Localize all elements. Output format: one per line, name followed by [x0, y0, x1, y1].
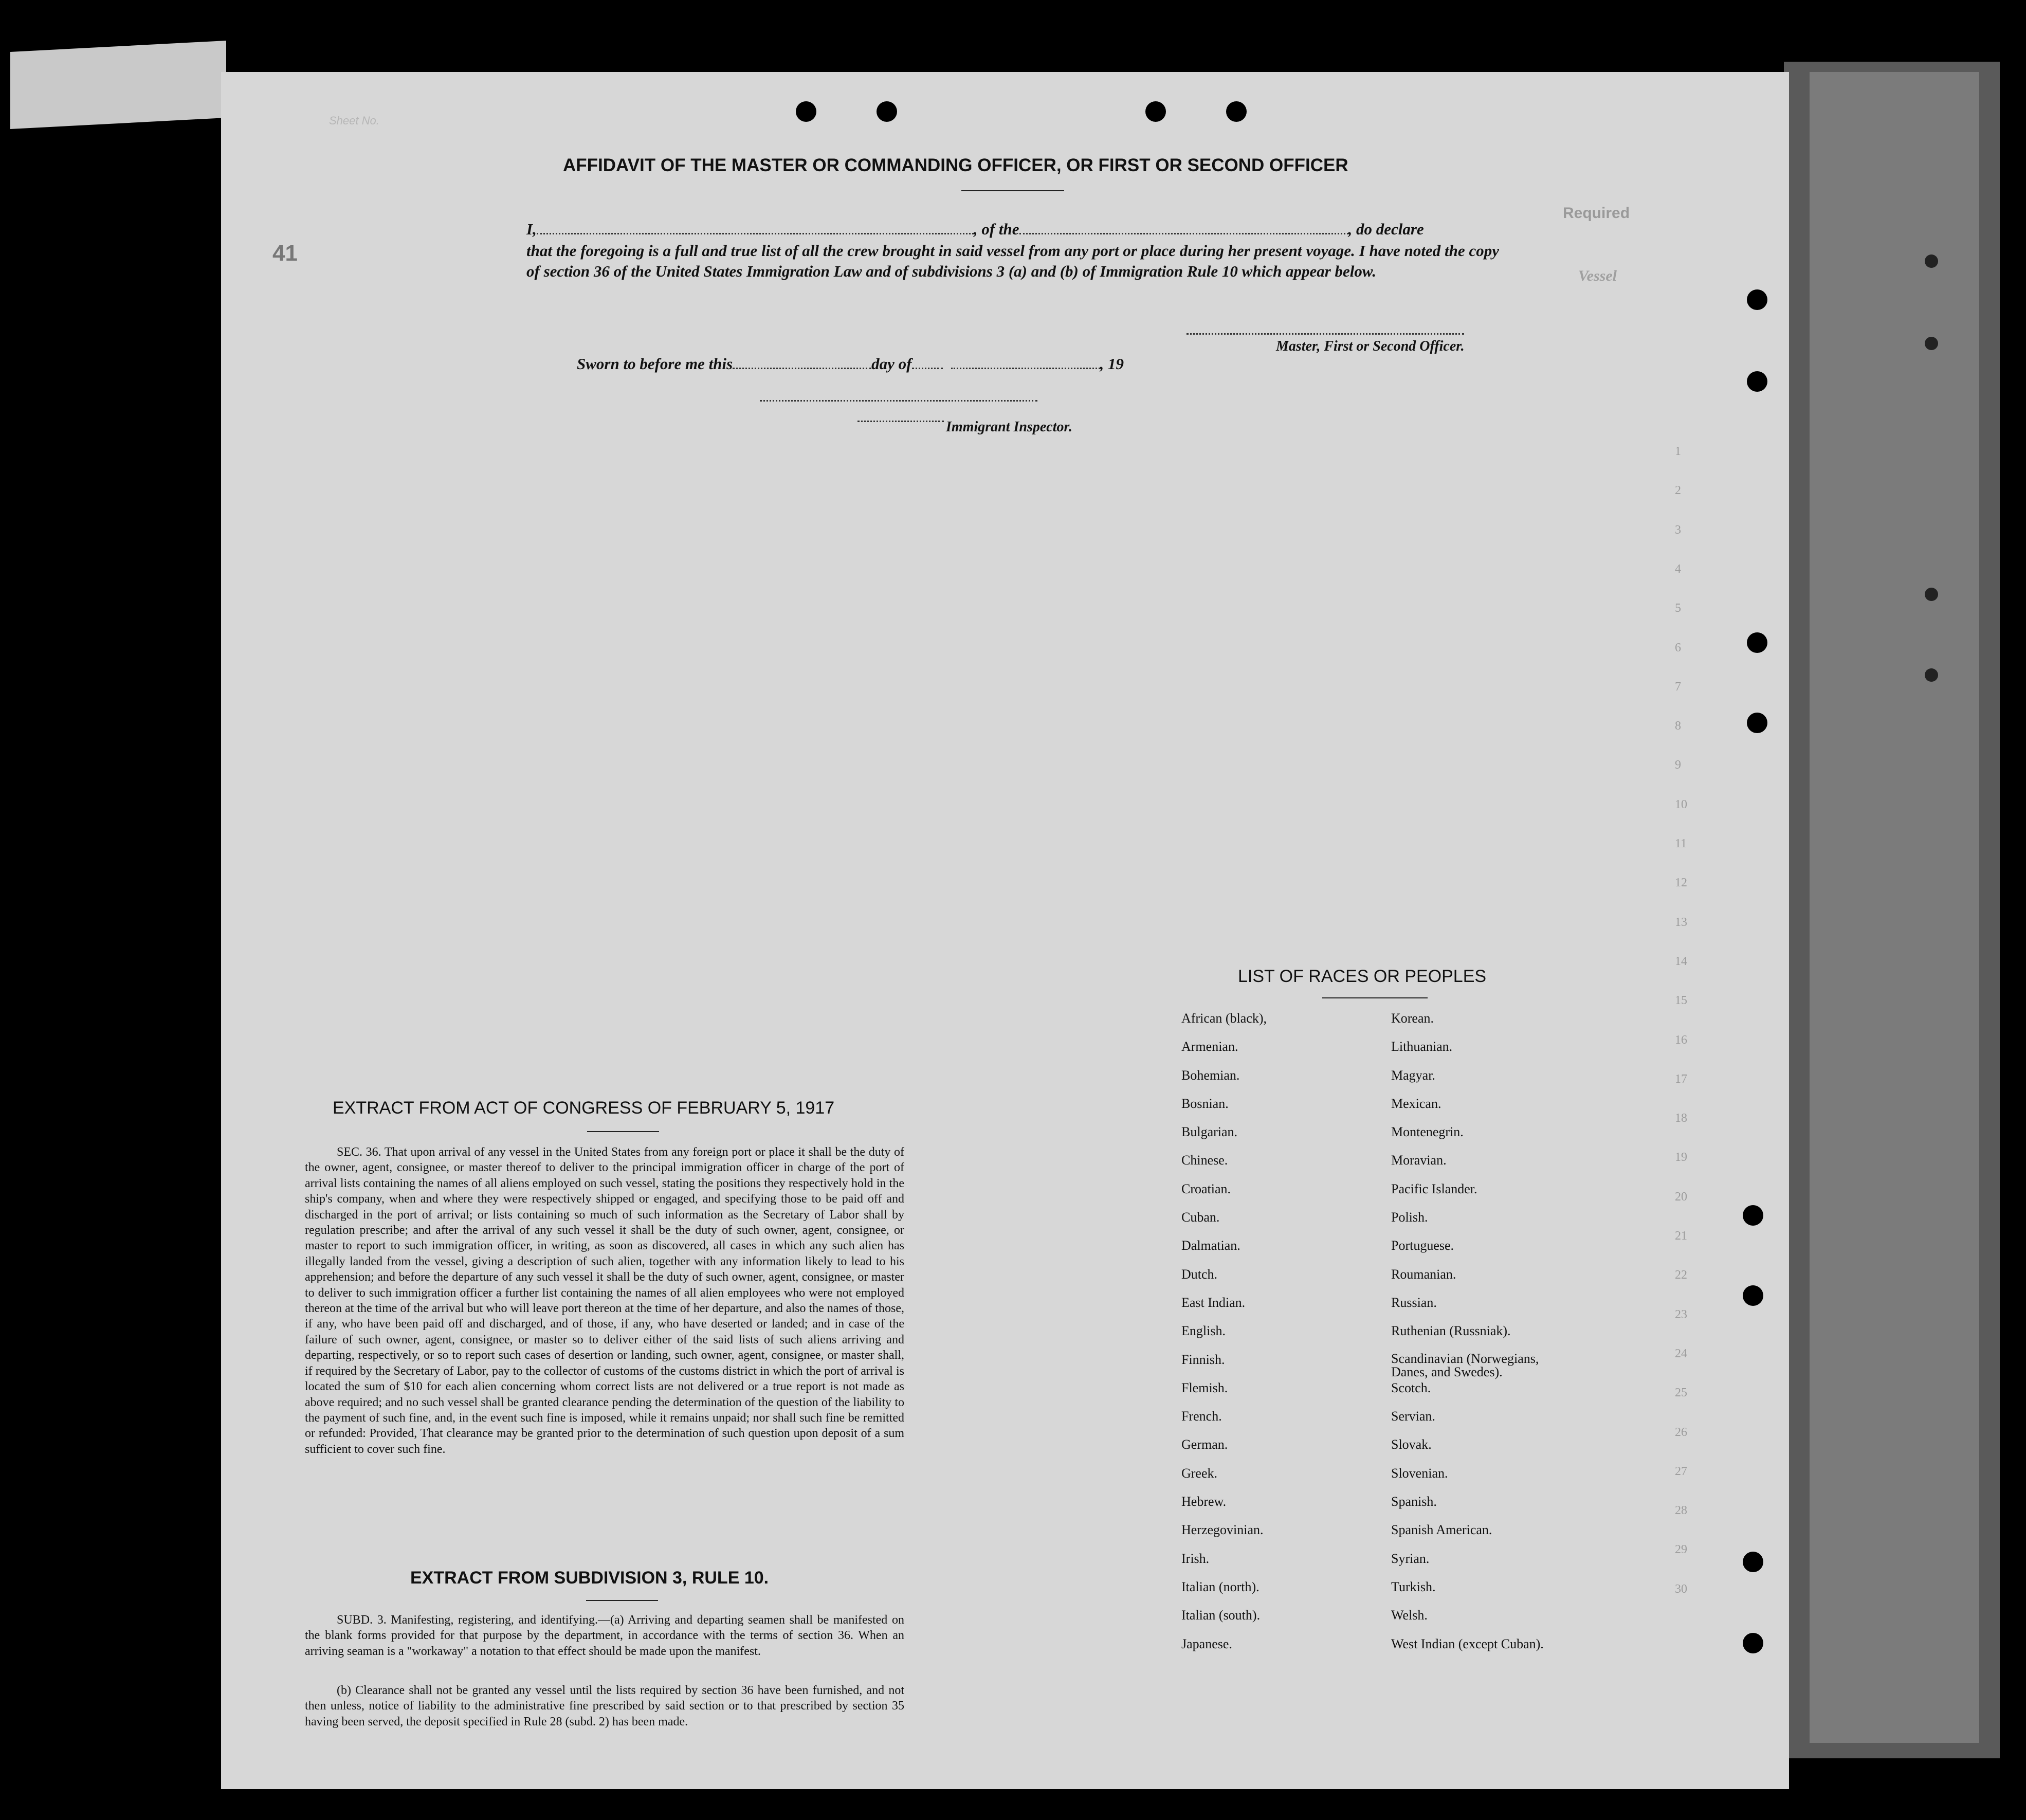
line-i-label: I, — [526, 220, 537, 238]
scanner-edge-strip — [10, 41, 226, 129]
vessel-field[interactable] — [1019, 233, 1348, 234]
margin-row-number: 20 — [1675, 1190, 1687, 1204]
race-item: Mexican. — [1391, 1096, 1441, 1111]
punch-hole — [796, 101, 816, 122]
race-item: West Indian (except Cuban). — [1391, 1636, 1544, 1651]
race-item: Flemish. — [1181, 1380, 1228, 1395]
margin-row-number: 12 — [1675, 876, 1687, 890]
race-item: Syrian. — [1391, 1551, 1430, 1566]
margin-row-number: 2 — [1675, 484, 1681, 498]
races-title-rule — [1322, 997, 1428, 998]
punch-hole — [1747, 371, 1767, 392]
race-item: Bohemian. — [1181, 1067, 1240, 1083]
race-item: Italian (south). — [1181, 1608, 1261, 1623]
races-right-column — [1391, 1011, 1576, 1665]
punch-hole — [877, 101, 897, 122]
margin-row-number: 18 — [1675, 1112, 1687, 1125]
races-title: LIST OF RACES OR PEOPLES — [1238, 967, 1487, 986]
ghost-vessel: Vessel — [1578, 267, 1617, 284]
section-36-text: SEC. 36. That upon arrival of any vessel in the United States from any foreign port or place it shall be the duty of the owner, agent, consignee, or master thereof to deliver to the principal immigration officer in charge of the port of arrival lists containing the names of all aliens employed on such vessel, stating the positions they respectively hold in the ship's company, when and where they were respectively shipped or engaged, and specifying those to be paid off and discharged in the port of arrival; or lists containing so much of such information as the Secretary of Labor shall by regulation prescribe; and after the arrival of any such vessel it shall be the duty of such owner, agent, consignee, or master to report to such immigration officer, in writing, as soon as discovered, all cases in which any such alien has illegally landed from the vessel, giving a description of such alien, together with any information likely to lead to his apprehension; and before the departure of any such vessel it shall be the duty of such owner, agent, consignee, or master to deliver to such immigration officer a further list containing the names of all alien employees who were not employed thereon at the time of the arrival but who will leave port thereon at the time of her departure, and also the names of those, if any, who have been paid off and discharged, and of those, if any, who have deserted or landed; and in case of the failure of such owner, agent, consignee, or master so to deliver either of the said lists of such aliens arriving and departing, respectively, or so to report such cases of desertion or landing, such owner, agent, consignee, or master shall, if required by the Secretary of Labor, pay to the collector of customs of the customs district in which the port of arrival is located the sum of $10 for each alien concerning whom correct lists are not delivered or a true report is not made as above required; and no such vessel shall be granted clearance pending the determination of the question of the liability to the payment of such fine, and, in the event such fine is imposed, while it remains unpaid; nor shall such fine be remitted or refunded: Provided, That clearance may be granted prior to the determination of such question upon deposit of a sum sufficient to cover such fine. — [305, 1145, 904, 1456]
punch-hole — [1925, 254, 1938, 268]
race-item: Moravian. — [1391, 1153, 1447, 1168]
margin-row-number: 27 — [1675, 1464, 1687, 1478]
page-mark: 41 — [272, 241, 298, 266]
race-item: Polish. — [1391, 1210, 1428, 1225]
name-field[interactable] — [537, 233, 974, 234]
act-title-rule — [587, 1131, 659, 1132]
sworn-day-field[interactable] — [733, 368, 871, 369]
race-item: Welsh. — [1391, 1608, 1428, 1623]
punch-hole — [1743, 1285, 1763, 1306]
race-item: Croatian. — [1181, 1181, 1231, 1196]
sworn-line — [577, 355, 1124, 373]
sworn-month-field[interactable] — [912, 368, 943, 369]
subd-3b-text: (b) Clearance shall not be granted any vessel until the lists required by section 36 have been furnished, and not then unless, notice of liability to the administrative fine prescribed by said section or to that prescribed by section 35 having been served, the deposit specified in Rule 28 (subd. 2) has been made. — [305, 1684, 904, 1728]
race-item: Magyar. — [1391, 1067, 1435, 1083]
punch-hole — [1145, 101, 1166, 122]
punch-hole — [1743, 1633, 1763, 1653]
margin-row-number: 3 — [1675, 523, 1681, 537]
punch-hole — [1743, 1552, 1763, 1572]
margin-row-number: 29 — [1675, 1543, 1687, 1557]
races-left-column — [1181, 1011, 1267, 1665]
inspector-signature-field[interactable] — [760, 400, 1037, 402]
ghost-required: Required — [1563, 205, 1630, 222]
margin-row-number: 17 — [1675, 1072, 1687, 1086]
race-item: Portuguese. — [1391, 1238, 1454, 1253]
race-item: Roumanian. — [1391, 1266, 1456, 1282]
punch-hole — [1747, 289, 1767, 310]
race-item: Ruthenian (Russniak). — [1391, 1323, 1511, 1339]
race-item: Herzegovinian. — [1181, 1522, 1264, 1538]
race-item: Chinese. — [1181, 1153, 1228, 1168]
race-item: Slovak. — [1391, 1437, 1432, 1452]
punch-hole — [1747, 632, 1767, 653]
race-item: Finnish. — [1181, 1352, 1225, 1367]
race-item: Irish. — [1181, 1551, 1210, 1566]
margin-row-number: 26 — [1675, 1425, 1687, 1439]
race-item: Hebrew. — [1181, 1494, 1227, 1509]
race-item: Servian. — [1391, 1409, 1435, 1424]
officer-signature-label: Master, First or Second Officer. — [1276, 338, 1465, 354]
margin-row-number: 4 — [1675, 562, 1681, 576]
rule-title: EXTRACT FROM SUBDIVISION 3, RULE 10. — [410, 1568, 769, 1588]
race-item: Turkish. — [1391, 1579, 1436, 1594]
race-item: Pacific Islander. — [1391, 1181, 1477, 1196]
margin-row-number: 13 — [1675, 915, 1687, 929]
margin-row-number: 30 — [1675, 1582, 1687, 1596]
title-rule — [961, 190, 1064, 191]
declaration-line — [526, 220, 1424, 239]
year-label: , 19 — [1100, 355, 1124, 373]
race-item: African (black), — [1181, 1011, 1267, 1026]
race-item: German. — [1181, 1437, 1228, 1452]
punch-hole — [1925, 337, 1938, 350]
margin-row-number: 19 — [1675, 1151, 1687, 1164]
race-item: Slovenian. — [1391, 1465, 1448, 1481]
inspector-dots — [857, 421, 944, 422]
punch-hole — [1747, 713, 1767, 733]
race-item: Spanish American. — [1391, 1522, 1492, 1538]
margin-row-number: 1 — [1675, 445, 1681, 458]
race-item: Armenian. — [1181, 1039, 1238, 1054]
do-declare-label: , do declare — [1348, 220, 1424, 238]
ghost-sheet-no: Sheet No. — [329, 114, 379, 127]
margin-row-number: 6 — [1675, 641, 1681, 654]
margin-row-number: 24 — [1675, 1346, 1687, 1360]
margin-row-number: 15 — [1675, 994, 1687, 1008]
race-item: Italian (north). — [1181, 1579, 1260, 1594]
race-item: Korean. — [1391, 1011, 1434, 1026]
margin-row-number: 9 — [1675, 758, 1681, 772]
of-the-label: , of the — [973, 220, 1019, 238]
margin-row-number: 11 — [1675, 837, 1687, 850]
race-item: Scotch. — [1391, 1380, 1431, 1395]
page-edge-under — [1810, 72, 1979, 1743]
margin-row-number: 10 — [1675, 797, 1687, 811]
punch-hole — [1226, 101, 1247, 122]
race-item: Scandinavian (Norwegians, Danes, and Swedes). — [1391, 1351, 1539, 1379]
margin-row-number: 14 — [1675, 954, 1687, 968]
declaration-body: that the foregoing is a full and true list of all the crew brought in said vessel from any port or place during her present voyage. I have noted the copy of section 36 of the United States Immigration Law and of subdivisions 3 (a) and (b) of Immigration Rule 10 which appear below. — [526, 242, 1499, 280]
punch-hole — [1925, 588, 1938, 601]
inspector-label: Immigrant Inspector. — [946, 419, 1072, 435]
race-item: Greek. — [1181, 1465, 1218, 1481]
race-item: Russian. — [1391, 1295, 1437, 1310]
officer-signature-field[interactable] — [1187, 333, 1464, 335]
margin-row-number: 8 — [1675, 719, 1681, 733]
punch-hole — [1743, 1205, 1763, 1226]
day-of-label: day of — [871, 355, 912, 373]
race-item: Bulgarian. — [1181, 1124, 1238, 1140]
race-item: Spanish. — [1391, 1494, 1437, 1509]
margin-row-number: 16 — [1675, 1033, 1687, 1047]
margin-row-number: 21 — [1675, 1229, 1687, 1243]
margin-row-number: 7 — [1675, 680, 1681, 694]
race-item: Lithuanian. — [1391, 1039, 1453, 1054]
punch-hole — [1925, 668, 1938, 682]
rule-title-rule — [586, 1600, 658, 1601]
race-item: Montenegrin. — [1391, 1124, 1464, 1140]
margin-row-number: 25 — [1675, 1386, 1687, 1400]
margin-row-number: 5 — [1675, 602, 1681, 615]
sworn-label: Sworn to before me this — [577, 355, 733, 373]
act-title: EXTRACT FROM ACT OF CONGRESS OF FEBRUARY 5, 1917 — [333, 1098, 835, 1118]
race-item: Dutch. — [1181, 1266, 1218, 1282]
race-item: Bosnian. — [1181, 1096, 1229, 1111]
margin-row-number: 23 — [1675, 1307, 1687, 1321]
subd-3a-text: SUBD. 3. Manifesting, registering, and identifying.—(a) Arriving and departing seamen shall be manifested on the blank forms provided for that purpose by the department, in accordance with the terms of section 36. When an arriving seaman is a "workaway" a notation to that effect should be made upon the manifest. — [305, 1613, 904, 1658]
margin-row-number: 22 — [1675, 1268, 1687, 1282]
race-item: Dalmatian. — [1181, 1238, 1240, 1253]
race-item: Japanese. — [1181, 1636, 1232, 1651]
race-item: French. — [1181, 1409, 1222, 1424]
race-item: Cuban. — [1181, 1210, 1220, 1225]
race-item: English. — [1181, 1323, 1226, 1339]
affidavit-title: AFFIDAVIT OF THE MASTER OR COMMANDING OFFICER, OR FIRST OR SECOND OFFICER — [563, 155, 1348, 175]
margin-row-number: 28 — [1675, 1504, 1687, 1518]
sworn-month-field-2[interactable] — [951, 368, 1100, 369]
race-item: East Indian. — [1181, 1295, 1246, 1310]
